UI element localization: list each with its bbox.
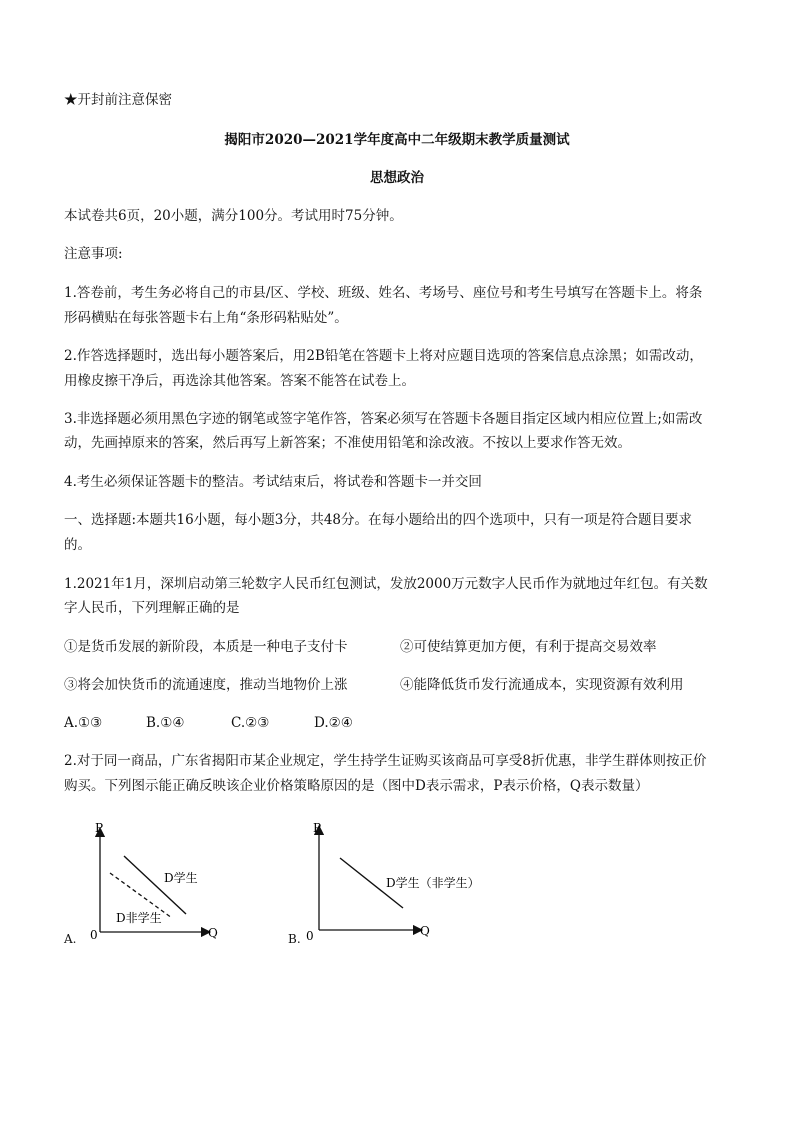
- graph-b: [300, 818, 490, 948]
- note-1-line-1: 1.答卷前，考生务必将自己的市县/区、学校、班级、姓名、考场号、座位号和考生号填写在答题卡上。将条: [64, 285, 703, 301]
- note-4: 4.考生必须保证答题卡的整洁。考试结束后，将试卷和答题卡一并交回: [64, 474, 482, 490]
- graph-a: [80, 818, 230, 948]
- graph-a-d-student-label: D学生: [164, 871, 198, 885]
- notes-heading: 注意事项:: [64, 246, 123, 262]
- q1-statement-1: ①是货币发展的新阶段，本质是一种电子支付卡: [64, 639, 348, 655]
- q1-stem-line-1: 1.2021年1月，深圳启动第三轮数字人民币红包测试，发放2000万元数字人民币作为就地过年红包。有关数: [64, 576, 708, 592]
- note-2-line-1: 2.作答选择题时，选出每小题答案后，用2B铅笔在答题卡上将对应题目选项的答案信息点涂黑；如需改动，: [64, 348, 703, 364]
- note-1-line-2: 形码横贴在每张答题卡右上角“条形码粘贴处”。: [64, 310, 348, 326]
- intro-text: 本试卷共6页，20小题，满分100分。考试用时75分钟。: [64, 208, 403, 224]
- section-1-line-2: 的。: [64, 537, 91, 553]
- graph-a-origin: 0: [90, 928, 98, 942]
- graph-a-q-label: Q: [208, 926, 218, 940]
- subject-title: 思想政治: [370, 170, 424, 186]
- q1-statement-3: ③将会加快货币的流通速度，推动当地物价上涨: [64, 677, 348, 693]
- note-3-line-2: 动，先画掉原来的答案，然后再写上新答案；不准使用铅笔和涂改液。不按以上要求作答无效。: [64, 435, 631, 451]
- graph-a-tag: A.: [64, 932, 77, 946]
- graph-b-demand-label: D学生（非学生）: [386, 876, 480, 890]
- q1-statement-4: ④能降低货币发行流通成本，实现资源有效利用: [400, 677, 684, 693]
- graph-b-tag: B.: [288, 932, 301, 946]
- q1-stem-line-2: 字人民币，下列理解正确的是: [64, 600, 240, 616]
- graph-a-p-label: P: [95, 821, 104, 835]
- q1-statement-2: ②可使结算更加方便，有利于提高交易效率: [400, 639, 657, 655]
- graph-a-d-nonstudent-label: D非学生: [116, 911, 162, 925]
- note-2-line-2: 用橡皮擦干净后，再选涂其他答案。答案不能答在试卷上。: [64, 373, 415, 389]
- q1-option-d: D.②④: [314, 715, 353, 731]
- q2-stem-line-2: 购买。下列图示能正确反映该企业价格策略原因的是（图中D表示需求，P表示价格，Q表示数量）: [64, 778, 649, 794]
- q2-stem-line-1: 2.对于同一商品，广东省揭阳市某企业规定，学生持学生证购买该商品可享受8折优惠，非学生群体则按正价: [64, 753, 707, 769]
- q1-option-c: C.②③: [231, 715, 270, 731]
- q1-option-a: A.①③: [64, 715, 103, 731]
- graph-b-p-label: P: [313, 821, 322, 835]
- graph-a-d-student-line: [124, 856, 186, 914]
- confidential-note: ★开封前注意保密: [64, 92, 172, 108]
- graph-b-q-label: Q: [420, 924, 430, 938]
- q1-option-b: B.①④: [146, 715, 185, 731]
- section-1-line-1: 一、选择题:本题共16小题，每小题3分，共48分。在每小题给出的四个选项中，只有一项是符合题目要求: [64, 512, 692, 528]
- exam-title: 揭阳市2020—2021学年度高中二年级期末教学质量测试: [224, 132, 570, 148]
- note-3-line-1: 3.非选择题必须用黑色字迹的钢笔或签字笔作答，答案必须写在答题卡各题目指定区域内相应位置上;如需改: [64, 411, 703, 427]
- graph-b-origin: 0: [306, 929, 314, 943]
